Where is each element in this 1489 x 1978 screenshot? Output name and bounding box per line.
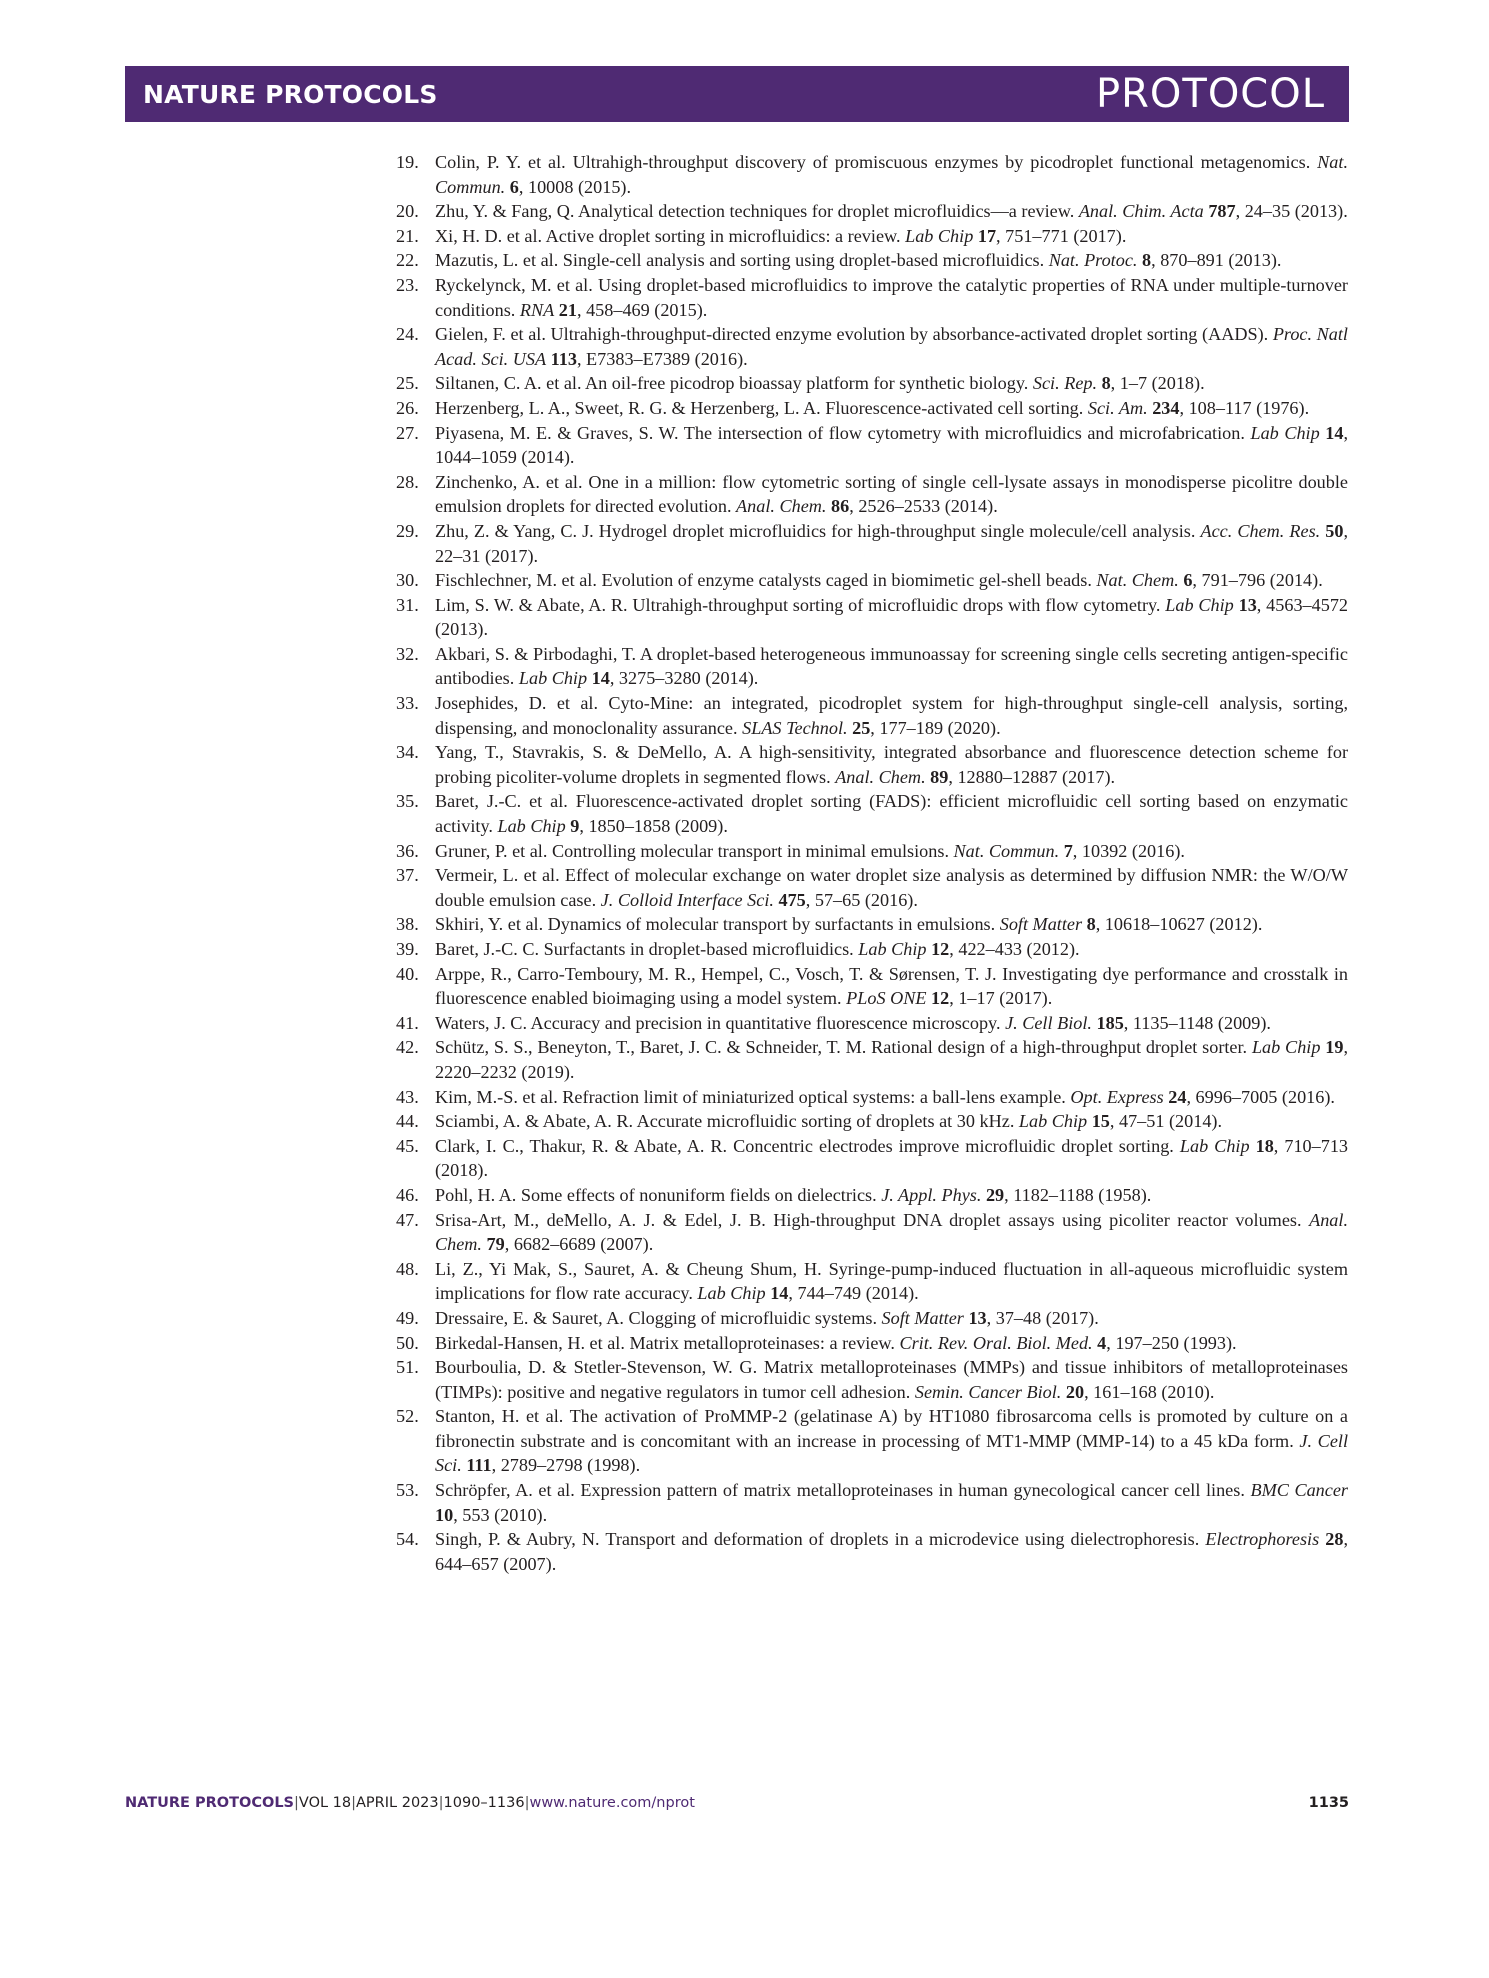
reference-item [396, 962, 1348, 1011]
reference-number: 43. [396, 1086, 419, 1107]
reference-item [396, 1183, 1348, 1208]
reference-text: Yang, T., Stavrakis, S. & DeMello, A. A high-sensitivity, integrated absorbance and fluorescence detection scheme for probing picoliter-volume droplets in segmented flows. Anal. Chem. 89, 12880–12887 (2017). [435, 742, 1348, 787]
footer-separator: | [294, 1795, 299, 1811]
reference-text: Sciambi, A. & Abate, A. R. Accurate microfluidic sorting of droplets at 30 kHz. Lab Chip 15, 47–51 (2014). [435, 1111, 1223, 1132]
reference-text: Zinchenko, A. et al. One in a million: flow cytometric sorting of single cell-lysate assays in monodisperse picolitre double emulsion droplets for directed evolution. Anal. Chem. 86, 2526–2533 (2014). [435, 471, 1348, 517]
reference-number: 33. [396, 693, 419, 714]
reference-text: Akbari, S. & Pirbodaghi, T. A droplet-based heterogeneous immunoassay for screening single cells secreting antigen-specific antibodies. Lab Chip 14, 3275–3280 (2014). [435, 643, 1348, 689]
reference-item [396, 470, 1348, 519]
reference-number: 52. [396, 1406, 419, 1427]
reference-text: Piyasena, M. E. & Graves, S. W. The intersection of flow cytometry with microfluidics and microfabrication. Lab Chip 14, 1044–1059 (2014). [435, 422, 1348, 468]
reference-item [396, 421, 1348, 470]
reference-text: Lim, S. W. & Abate, A. R. Ultrahigh-throughput sorting of microfluidic drops with flow cytometry. Lab Chip 13, 4563–4572 (2013). [435, 594, 1349, 640]
reference-number: 53. [396, 1480, 419, 1501]
footer-volume: VOL 18 [298, 1795, 352, 1811]
reference-text: Fischlechner, M. et al. Evolution of enzyme catalysts caged in biomimetic gel-shell beads. Nat. Chem. 6, 791–796 (2014). [435, 570, 1323, 591]
reference-item [396, 224, 1348, 249]
reference-text: Schröpfer, A. et al. Expression pattern of matrix metalloproteinases in human gynecological cancer cell lines. BMC Cancer 10, 553 (2010). [435, 1480, 1348, 1525]
reference-item [396, 1208, 1348, 1257]
reference-text: Clark, I. C., Thakur, R. & Abate, A. R. Concentric electrodes improve microfluidic droplet sorting. Lab Chip 18, 710–713 (2018). [435, 1135, 1349, 1181]
reference-item [396, 1011, 1348, 1036]
reference-number: 46. [396, 1184, 419, 1205]
footer-journal-link[interactable]: www.nature.com/nprot [529, 1795, 695, 1811]
reference-item [396, 642, 1348, 691]
reference-item [396, 740, 1348, 789]
reference-number: 26. [396, 397, 419, 418]
reference-text: Vermeir, L. et al. Effect of molecular exchange on water droplet size analysis as determined by diffusion NMR: the W/O/W double emulsion case. J. Colloid Interface Sci. 475, 57–65 (2016). [435, 865, 1348, 910]
reference-number: 44. [396, 1111, 419, 1132]
reference-text: Skhiri, Y. et al. Dynamics of molecular transport by surfactants in emulsions. Soft Matter 8, 10618–10627 (2012). [435, 914, 1263, 935]
reference-number: 23. [396, 274, 419, 295]
reference-number: 24. [396, 324, 419, 345]
reference-number: 27. [396, 422, 419, 443]
reference-item [396, 371, 1348, 396]
reference-item [396, 322, 1348, 371]
reference-text: Colin, P. Y. et al. Ultrahigh-throughput discovery of promiscuous enzymes by picodroplet functional metagenomics. Nat. Commun. 6, 10008 (2015). [435, 152, 1348, 197]
reference-item [396, 789, 1348, 838]
reference-text: Josephides, D. et al. Cyto-Mine: an integrated, picodroplet system for high-throughput single-cell analysis, sorting, dispensing, and monoclonality assurance. SLAS Technol. 25, 177–189 (2020). [435, 693, 1348, 738]
reference-number: 25. [396, 373, 419, 394]
footer-date: APRIL 2023 [356, 1795, 439, 1811]
reference-number: 54. [396, 1529, 419, 1550]
reference-text: Zhu, Y. & Fang, Q. Analytical detection techniques for droplet microfluidics—a review. Anal. Chim. Acta 787, 24–35 (2013). [435, 201, 1348, 222]
reference-text: Singh, P. & Aubry, N. Transport and deformation of droplets in a microdevice using dielectrophoresis. Electrophoresis 28, 644–657 (2007). [435, 1529, 1348, 1574]
reference-item [396, 1035, 1348, 1084]
reference-number: 28. [396, 471, 419, 492]
reference-item [396, 150, 1348, 199]
reference-item [396, 863, 1348, 912]
reference-text: Xi, H. D. et al. Active droplet sorting in microfluidics: a review. Lab Chip 17, 751–771 (2017). [435, 225, 1127, 246]
article-type: PROTOCOL [1095, 71, 1325, 117]
footer-pages: 1090–1136 [443, 1795, 525, 1811]
reference-number: 41. [396, 1012, 419, 1033]
reference-text: Herzenberg, L. A., Sweet, R. G. & Herzenberg, L. A. Fluorescence-activated cell sorting. Sci. Am. 234, 108–117 (1976). [435, 397, 1310, 418]
reference-text: Waters, J. C. Accuracy and precision in quantitative fluorescence microscopy. J. Cell Biol. 185, 1135–1148 (2009). [435, 1012, 1271, 1033]
reference-number: 34. [396, 742, 419, 763]
reference-text: Birkedal-Hansen, H. et al. Matrix metalloproteinases: a review. Crit. Rev. Oral. Biol. Med. 4, 197–250 (1993). [435, 1332, 1237, 1353]
reference-item [396, 1478, 1348, 1527]
reference-number: 21. [396, 225, 419, 246]
reference-item [396, 1404, 1348, 1478]
reference-item [396, 1306, 1348, 1331]
reference-number: 31. [396, 594, 419, 615]
reference-text: Baret, J.-C. et al. Fluorescence-activated droplet sorting (FADS): efficient microfluidic cell sorting based on enzymatic activity. Lab Chip 9, 1850–1858 (2009). [435, 791, 1348, 837]
reference-number: 39. [396, 939, 419, 959]
reference-list [396, 150, 1348, 1576]
reference-text: Srisa-Art, M., deMello, A. J. & Edel, J. B. High-throughput DNA droplet assays using picoliter reactor volumes. Anal. Chem. 79, 6682–6689 (2007). [435, 1209, 1348, 1255]
reference-number: 40. [396, 963, 419, 984]
reference-text: Gruner, P. et al. Controlling molecular transport in minimal emulsions. Nat. Commun. 7, 10392 (2016). [435, 840, 1185, 861]
journal-name: NATURE PROTOCOLS [143, 80, 438, 109]
reference-item [396, 1355, 1348, 1404]
reference-number: 36. [396, 840, 419, 861]
reference-number: 42. [396, 1037, 419, 1058]
reference-item [396, 248, 1348, 273]
page-number: 1135 [1308, 1795, 1349, 1811]
reference-number: 38. [396, 914, 419, 935]
reference-text: Dressaire, E. & Sauret, A. Clogging of microfluidic systems. Soft Matter 13, 37–48 (2017). [435, 1307, 1099, 1328]
reference-number: 20. [396, 201, 419, 222]
reference-text: Baret, J.-C. C. Surfactants in droplet-based microfluidics. Lab Chip 12, 422–433 (2012). [435, 939, 1080, 959]
reference-item [396, 1134, 1348, 1183]
reference-number: 51. [396, 1357, 419, 1378]
reference-number: 30. [396, 570, 419, 591]
reference-item [396, 568, 1348, 593]
reference-text: Schütz, S. S., Beneyton, T., Baret, J. C. & Schneider, T. M. Rational design of a high-throughput droplet sorter. Lab Chip 19, 2220–2232 (2019). [435, 1037, 1348, 1082]
reference-item [396, 839, 1348, 864]
reference-number: 37. [396, 865, 419, 886]
footer-separator: | [438, 1795, 444, 1811]
reference-text: Kim, M.-S. et al. Refraction limit of miniaturized optical systems: a ball-lens example. Opt. Express 24, 6996–7005 (2016). [435, 1086, 1335, 1107]
reference-number: 35. [396, 791, 419, 812]
reference-text: Arppe, R., Carro-Temboury, M. R., Hempel, C., Vosch, T. & Sørensen, T. J. Investigating dye performance and crosstalk in fluorescence enabled bioimaging using a model system. PLoS ONE 12, 1–17 (2017). [435, 963, 1348, 1009]
reference-item [396, 1109, 1348, 1134]
reference-item [396, 937, 1348, 962]
footer-separator: | [524, 1795, 530, 1811]
reference-item [396, 1085, 1348, 1110]
reference-text: Stanton, H. et al. The activation of ProMMP-2 (gelatinase A) by HT1080 fibrosarcoma cells is promoted by culture on a fibronectin substrate and is concomitant with an increase in processing of MT1-MMP (MMP-14) to a 45 kDa form. J. Cell Sci. 111, 2789–2798 (1998). [435, 1406, 1348, 1476]
reference-number: 29. [396, 520, 419, 541]
reference-number: 22. [396, 250, 419, 271]
reference-text: Siltanen, C. A. et al. An oil-free picodrop bioassay platform for synthetic biology. Sci. Rep. 8, 1–7 (2018). [435, 373, 1205, 394]
reference-item [396, 519, 1348, 568]
reference-number: 47. [396, 1209, 419, 1230]
reference-number: 50. [396, 1332, 419, 1353]
reference-item [396, 1527, 1348, 1576]
reference-text: Li, Z., Yi Mak, S., Sauret, A. & Cheung Shum, H. Syringe-pump-induced fluctuation in all-aqueous microfluidic system implications for flow rate accuracy. Lab Chip 14, 744–749 (2014). [435, 1258, 1348, 1304]
reference-text: Gielen, F. et al. Ultrahigh-throughput-directed enzyme evolution by absorbance-activated droplet sorting (AADS). Proc. Natl Acad. Sci. USA 113, E7383–E7389 (2016). [435, 324, 1348, 369]
reference-item [396, 273, 1348, 322]
reference-number: 32. [396, 643, 419, 664]
reference-item [396, 912, 1348, 937]
reference-item [396, 1257, 1348, 1306]
reference-item [396, 199, 1348, 224]
reference-number: 49. [396, 1307, 419, 1328]
reference-item [396, 1331, 1348, 1356]
footer-journal-name: NATURE PROTOCOLS [125, 1795, 295, 1811]
footer-separator: | [351, 1795, 357, 1811]
reference-number: 19. [396, 152, 419, 172]
reference-text: Pohl, H. A. Some effects of nonuniform fields on dielectrics. J. Appl. Phys. 29, 1182–1188 (1958). [435, 1184, 1152, 1205]
journal-header-banner [125, 66, 1349, 122]
reference-item [396, 691, 1348, 740]
reference-item [396, 593, 1348, 642]
reference-number: 45. [396, 1135, 419, 1156]
reference-text: Mazutis, L. et al. Single-cell analysis and sorting using droplet-based microfluidics. Nat. Protoc. 8, 870–891 (2013). [435, 250, 1282, 271]
page-footer [125, 1795, 1349, 1811]
reference-text: Bourboulia, D. & Stetler-Stevenson, W. G. Matrix metalloproteinases (MMPs) and tissue inhibitors of metalloproteinases (TIMPs): positive and negative regulators in tumor cell adhesion. Semin. Cancer Biol. 20, 161–168 (2010). [435, 1357, 1348, 1402]
reference-text: Ryckelynck, M. et al. Using droplet-based microfluidics to improve the catalytic properties of RNA under multiple-turnover conditions. RNA 21, 458–469 (2015). [435, 274, 1348, 320]
reference-item [396, 396, 1348, 421]
reference-text: Zhu, Z. & Yang, C. J. Hydrogel droplet microfluidics for high-throughput single molecule/cell analysis. Acc. Chem. Res. 50, 22–31 (2017). [435, 520, 1349, 566]
reference-number: 48. [396, 1258, 419, 1279]
